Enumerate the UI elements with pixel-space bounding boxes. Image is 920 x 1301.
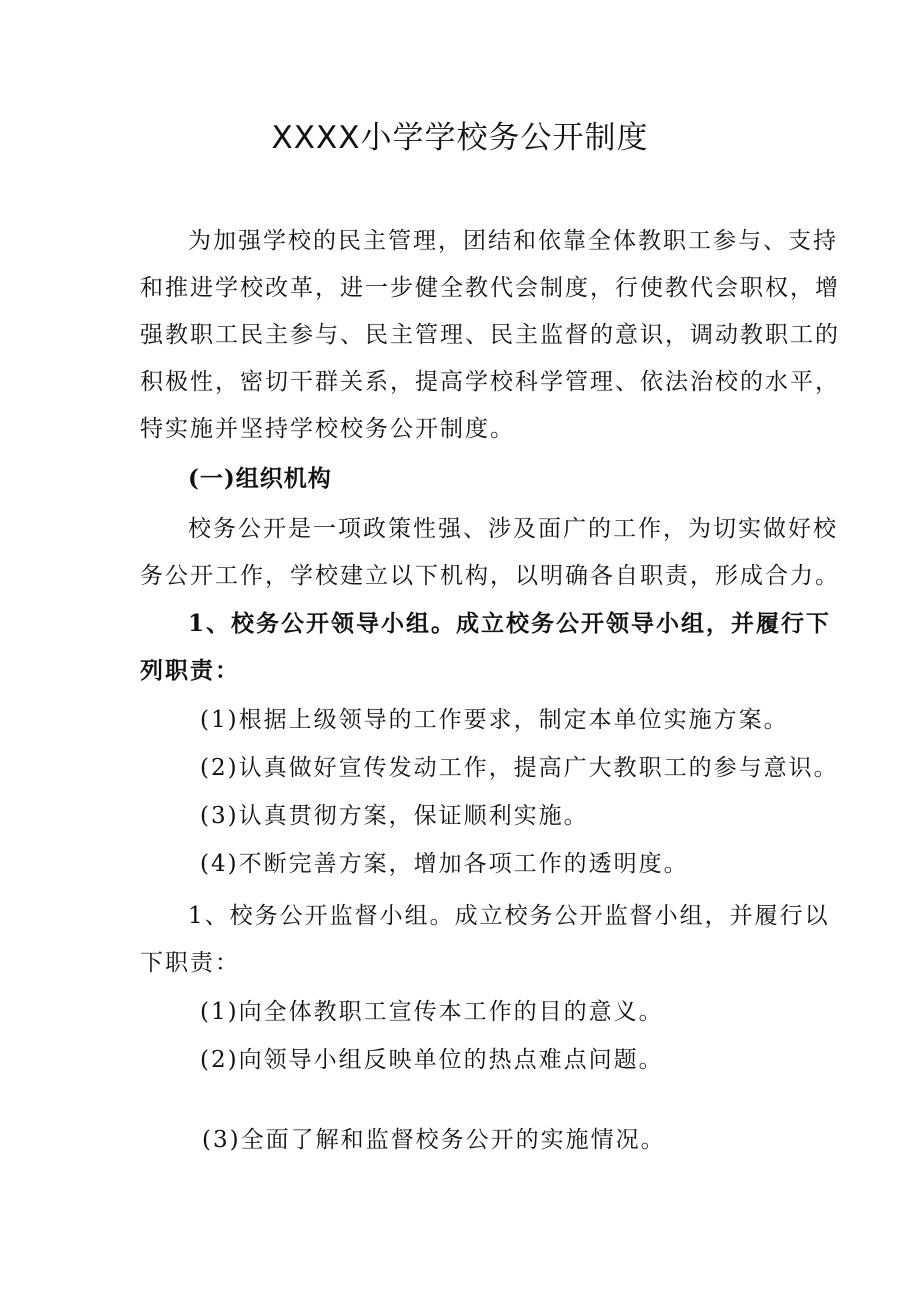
section-line: 校务公开是一项政策性强、涉及面广的工作，为切实做好校	[188, 516, 838, 542]
group1-heading-line: 1、校务公开领导小组。成立校务公开领导小组，并履行下	[188, 610, 832, 637]
list-item: (2)认真做好宣传发动工作，提高广大教职工的参与意识。	[200, 755, 839, 781]
group1-heading-line: 列职责：	[140, 657, 240, 684]
list-item: (2)向领导小组反映单位的热点难点问题。	[200, 1047, 664, 1073]
intro-line: 积极性，密切干群关系，提高学校科学管理、依法治校的水平，	[140, 369, 840, 395]
intro-line: 特实施并坚持学校校务公开制度。	[140, 416, 515, 442]
section-heading: (一)组织机构	[188, 465, 332, 492]
group2-heading-line: 下职责：	[140, 950, 240, 976]
intro-line: 为加强学校的民主管理，团结和依靠全体教职工参与、支持	[188, 228, 838, 254]
list-item: (1)根据上级领导的工作要求，制定本单位实施方案。	[200, 707, 789, 733]
section-line: 务公开工作，学校建立以下机构，以明确各自职责，形成合力。	[140, 563, 840, 589]
intro-line: 强教职工民主参与、民主管理、民主监督的意识，调动教职工的	[140, 322, 840, 348]
list-item: (1)向全体教职工宣传本工作的目的意义。	[200, 999, 664, 1025]
list-item: (3)全面了解和监督校务公开的实施情况。	[202, 1127, 666, 1153]
group2-heading-line: 1、校务公开监督小组。成立校务公开监督小组，并履行以	[188, 903, 830, 929]
list-item: (3)认真贯彻方案，保证顺利实施。	[200, 803, 589, 829]
intro-line: 和推进学校改革，进一步健全教代会制度，行使教代会职权，增	[140, 275, 840, 301]
document-title: XXXX小学学校务公开制度	[271, 120, 649, 156]
list-item: (4)不断完善方案，增加各项工作的透明度。	[200, 851, 689, 877]
